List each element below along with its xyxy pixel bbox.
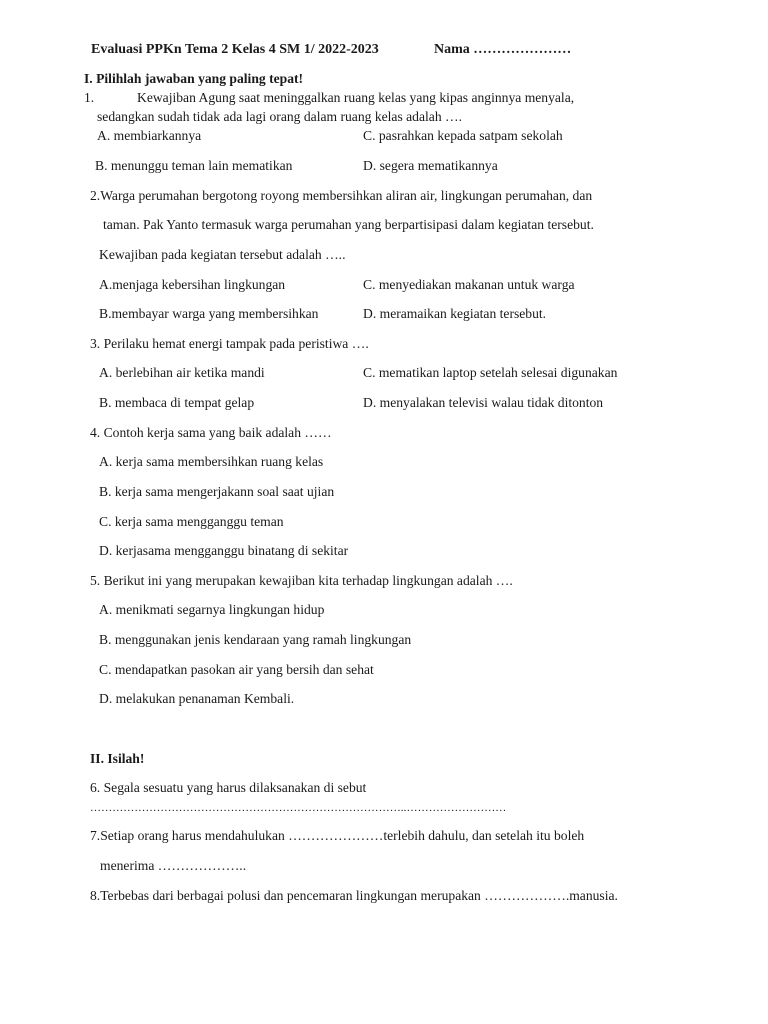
q7-line2: menerima ………………..	[100, 858, 247, 873]
q1-option-b: B. menunggu teman lain mematikan	[95, 158, 293, 173]
q3-option-d: D. menyalakan televisi walau tidak ditonton	[363, 395, 604, 410]
q5-option-c: C. mendapatkan pasokan air yang bersih dan sehat	[99, 662, 374, 677]
q6-answer-line: …………………………………………………………………………..………………………	[90, 802, 507, 814]
q2-option-b: B.membayar warga yang membersihkan	[99, 306, 319, 321]
q2-line2: taman. Pak Yanto termasuk warga perumahan yang berpartisipasi dalam kegiatan tersebut.	[103, 217, 594, 232]
q2-option-a: A.menjaga kebersihan lingkungan	[99, 277, 286, 292]
q7-line1: 7.Setiap orang harus mendahulukan …………………terlebih dahulu, dan setelah itu boleh	[90, 828, 585, 843]
q4-option-c: C. kerja sama mengganggu teman	[99, 514, 284, 529]
q4-line1: 4. Contoh kerja sama yang baik adalah ……	[90, 425, 332, 440]
q5-option-d: D. melakukan penanaman Kembali.	[99, 691, 295, 706]
q2-line3: Kewajiban pada kegiatan tersebut adalah …..	[99, 247, 346, 262]
exam-title: Evaluasi PPKn Tema 2 Kelas 4 SM 1/ 2022-2023	[91, 42, 379, 57]
q3-option-a: A. berlebihan air ketika mandi	[99, 365, 265, 380]
section1-heading: I. Pilihlah jawaban yang paling tepat!	[84, 71, 304, 86]
name-label: Nama …………………	[434, 42, 572, 57]
q2-option-c: C. menyediakan makanan untuk warga	[363, 277, 575, 292]
q1-option-d: D. segera mematikannya	[363, 158, 498, 173]
q1-option-a: A. membiarkannya	[97, 128, 202, 143]
q3-option-b: B. membaca di tempat gelap	[99, 395, 255, 410]
q4-option-b: B. kerja sama mengerjakann soal saat ujian	[99, 484, 335, 499]
q1-number: 1.	[84, 90, 95, 105]
q3-option-c: C. mematikan laptop setelah selesai digunakan	[363, 365, 618, 380]
q2-option-d: D. meramaikan kegiatan tersebut.	[363, 306, 547, 321]
section2-heading: II. Isilah!	[90, 751, 145, 766]
q2-line1: 2.Warga perumahan bergotong royong membersihkan aliran air, lingkungan perumahan, dan	[90, 188, 593, 203]
q5-option-b: B. menggunakan jenis kendaraan yang ramah lingkungan	[99, 632, 412, 647]
q3-line1: 3. Perilaku hemat energi tampak pada peristiwa ….	[90, 336, 369, 351]
q6-line1: 6. Segala sesuatu yang harus dilaksanakan di sebut	[90, 780, 367, 795]
q5-option-a: A. menikmati segarnya lingkungan hidup	[99, 602, 325, 617]
q4-option-d: D. kerjasama mengganggu binatang di sekitar	[99, 543, 349, 558]
q8-line1: 8.Terbebas dari berbagai polusi dan pencemaran lingkungan merupakan ……………….manusia.	[90, 888, 618, 903]
q5-line1: 5. Berikut ini yang merupakan kewajiban kita terhadap lingkungan adalah ….	[90, 573, 513, 588]
q4-option-a: A. kerja sama membersihkan ruang kelas	[99, 454, 324, 469]
q1-line1: Kewajiban Agung saat meninggalkan ruang kelas yang kipas anginnya menyala,	[137, 90, 575, 105]
q1-option-c: C. pasrahkan kepada satpam sekolah	[363, 128, 563, 143]
q1-line2: sedangkan sudah tidak ada lagi orang dalam ruang kelas adalah ….	[97, 109, 463, 124]
